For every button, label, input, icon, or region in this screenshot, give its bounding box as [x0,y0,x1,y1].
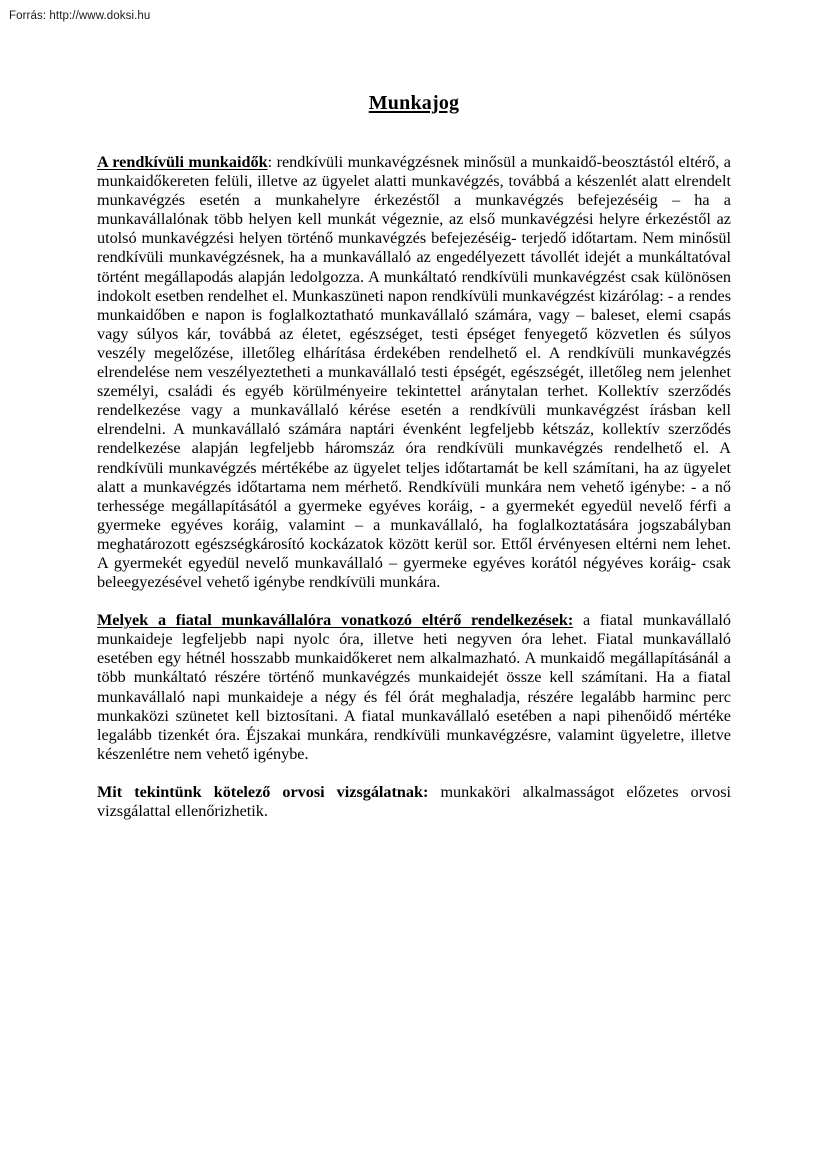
paragraph-body-rendkivuli: rendkívüli munkavégzésnek minősül a munkaidő-beosztástól eltérő, a munkaidőkereten felüli, illetve az ügyelet alatti munkavégzés, továbbá a készenlét alatt elrendelt munkavégzés esetén a munkahelyre érkezéstől a munkavégzés befejezéséig – ha a munkavállalónak több helyen kell munkát végeznie, az első munkavégzési helyre érkezéstől az utolsó munkavégzési helyen történő munkavégzés befejezéséig- terjedő időtartam. Nem minősül rendkívüli munkavégzésnek, ha a munkavállaló az engedélyezett távollét idejét a munkáltatóval történt megállapodás alapján ledolgozza. A munkáltató rendkívüli munkavégzést csak különösen indokolt esetben rendelhet el. Munkaszüneti napon rendkívüli munkavégzést kizárólag: - a rendes munkaidőben e napon is foglalkoztatható munkavállaló számára, vagy – baleset, elemi csapás vagy súlyos kár, továbbá az életet, egészséget, testi épséget fenyegető közvetlen és súlyos veszély megelőzése, illetőleg elhárítása érdekében rendelhető el. A rendkívüli munkavégzés elrendelése nem veszélyeztetheti a munkavállaló testi épségét, egészségét, illetőleg nem jelenhet személyi, családi és egyéb körülményeire tekintettel aránytalan terhet. Kollektív szerződés rendelkezése vagy a munkavállaló kérése esetén a rendkívüli munkavégzést írásban kell elrendelni. A munkavállaló számára naptári évenként legfeljebb kétszáz, kollektív szerződés rendelkezése alapján legfeljebb háromszáz óra rendkívüli munkavégzés rendelhető el. A rendkívüli munkavégzés mértékébe az ügyelet teljes időtartamát be kell számítani, ha az ügyelet alatt a munkavégzés időtartama nem mérhető. Rendkívüli munkára nem vehető igénybe: - a nő terhessége megállapításától a gyermeke egyéves koráig, - a gyermekét egyedül nevelő férfi a gyermeke egyéves koráig, valamint – a munkavállaló, ha foglalkoztatására jogszabályban meghatározott egészségkárosító kockázatok között kerül sor. Ettől érvényesen eltérni nem lehet. A gyermekét egyedül nevelő munkavállaló – gyermeke egyéves korától négyéves koráig- csak beleegyezésével vehető igénybe rendkívüli munkára. [97,153,732,592]
source-url-header: Forrás: http://www.doksi.hu [9,10,151,22]
paragraph-lead-orvosi: Mit tekintünk kötelező orvosi vizsgálatnak: [97,782,429,801]
paragraph-lead-separator-orvosi [428,783,440,801]
paragraph-body-orvosi: munkaköri alkalmasságot előzetes orvosi vizsgálattal ellenőrizhetik. [97,782,732,820]
paragraph-orvosi-vizsgalat [97,783,731,821]
paragraph-lead-separator-rendkivuli: : [267,153,277,171]
paragraph-rendkivuli-munkaidok [97,153,731,592]
paragraph-lead-separator-fiatal [573,611,583,629]
document-content [97,92,731,821]
paragraph-body-fiatal: a fiatal munkavállaló munkaideje legfeljebb napi nyolc óra, illetve heti negyven óra lehet. Fiatal munkavállaló esetében egy hétnél hosszabb munkaidőkeret nem alkalmazható. A munkaidő megállapításánál a több munkáltató részére történő munkavégzés munkaidejét össze kell számítani. Ha a fiatal munkavállaló napi munkaideje a négy és fél órát meghaladja, részére legalább harminc perc munkaközi szünetet kell biztosítani. A fiatal munkavállaló esetében a napi pihenőidő mértéke legalább tizenkét óra. Éjszakai munkára, rendkívüli munkavégzésre, valamint ügyeletre, illetve készenlétre nem vehető igénybe. [97,611,731,763]
paragraph-lead-rendkivuli: A rendkívüli munkaidők [97,153,268,171]
paragraph-fiatal-munkavallalo [97,611,731,764]
paragraph-lead-fiatal: Melyek a fiatal munkavállalóra vonatkozó eltérő rendelkezések: [97,611,574,630]
page-title: Munkajog [368,92,460,114]
